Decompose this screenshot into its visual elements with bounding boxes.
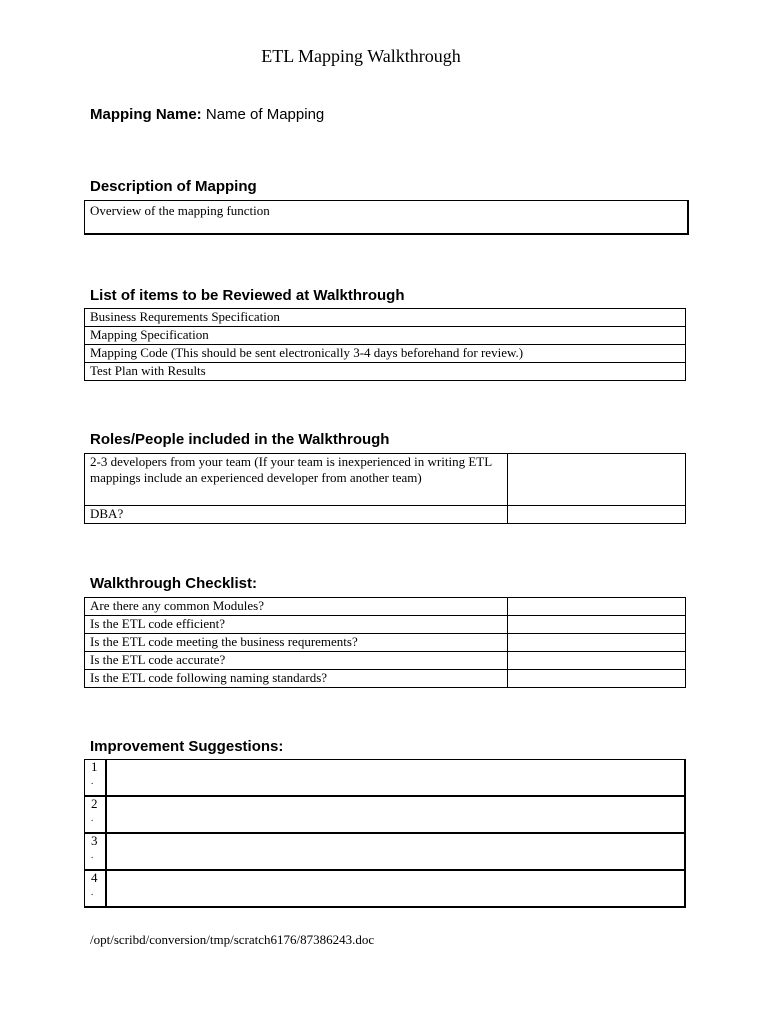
review-item-2: Mapping Specification [85,327,686,345]
checklist-question: Is the ETL code meeting the business requrements? [85,634,508,652]
checklist-answer[interactable] [508,670,686,688]
table-row [85,363,686,381]
checklist-question: Is the ETL code efficient? [85,616,508,634]
table-row [85,327,686,345]
table-row [85,634,686,652]
review-items-heading: List of items to be Reviewed at Walkthrough [90,287,405,304]
table-row [85,670,686,688]
review-items-table [84,308,686,381]
checklist-question: Are there any common Modules? [85,598,508,616]
table-row [85,796,686,833]
description-box [84,200,689,235]
improvement-text[interactable] [106,760,685,797]
table-row [85,616,686,634]
roles-heading: Roles/People included in the Walkthrough [90,431,390,448]
checklist-question: Is the ETL code accurate? [85,652,508,670]
checklist-answer[interactable] [508,616,686,634]
improvement-number: 1 . [85,760,107,797]
table-row [85,833,686,870]
checklist-answer[interactable] [508,652,686,670]
table-row [85,870,686,907]
table-row [85,345,686,363]
improvement-number: 3 . [85,833,107,870]
checklist-heading: Walkthrough Checklist: [90,575,257,592]
checklist-answer[interactable] [508,634,686,652]
description-text: Overview of the mapping function [90,203,270,218]
checklist-question: Is the ETL code following naming standards? [85,670,508,688]
table-row [85,309,686,327]
improvement-text[interactable] [106,833,685,870]
table-row [85,652,686,670]
review-item-3: Mapping Code (This should be sent electronically 3-4 days beforehand for review.) [85,345,686,363]
table-row [85,760,686,797]
mapping-name-label: Mapping Name: [90,106,202,123]
review-item-1: Business Requrements Specification [85,309,686,327]
mapping-name-value: Name of Mapping [205,106,325,123]
checklist-table [84,597,686,688]
review-item-4: Test Plan with Results [85,363,686,381]
improvement-text[interactable] [106,796,685,833]
table-row [85,598,686,616]
table-row [85,506,686,524]
roles-dba-cell: DBA? [85,506,508,524]
improvement-number: 2 . [85,796,107,833]
improvements-table [84,759,686,908]
roles-developers-cell: 2-3 developers from your team (If your team is inexperienced in writing ETL mappings include an experienced developer from another team) [85,454,508,506]
document-title: ETL Mapping Walkthrough [261,46,461,66]
description-heading: Description of Mapping [90,178,257,195]
roles-table [84,453,686,524]
improvement-text[interactable] [106,870,685,907]
roles-developers-value[interactable] [508,454,686,506]
mapping-name-line [90,106,324,123]
checklist-answer[interactable] [508,598,686,616]
improvements-heading: Improvement Suggestions: [90,738,284,755]
roles-dba-value[interactable] [508,506,686,524]
improvement-number: 4 . [85,870,107,907]
table-row [85,454,686,506]
footer-file-path: /opt/scribd/conversion/tmp/scratch6176/87386243.doc [90,932,375,947]
